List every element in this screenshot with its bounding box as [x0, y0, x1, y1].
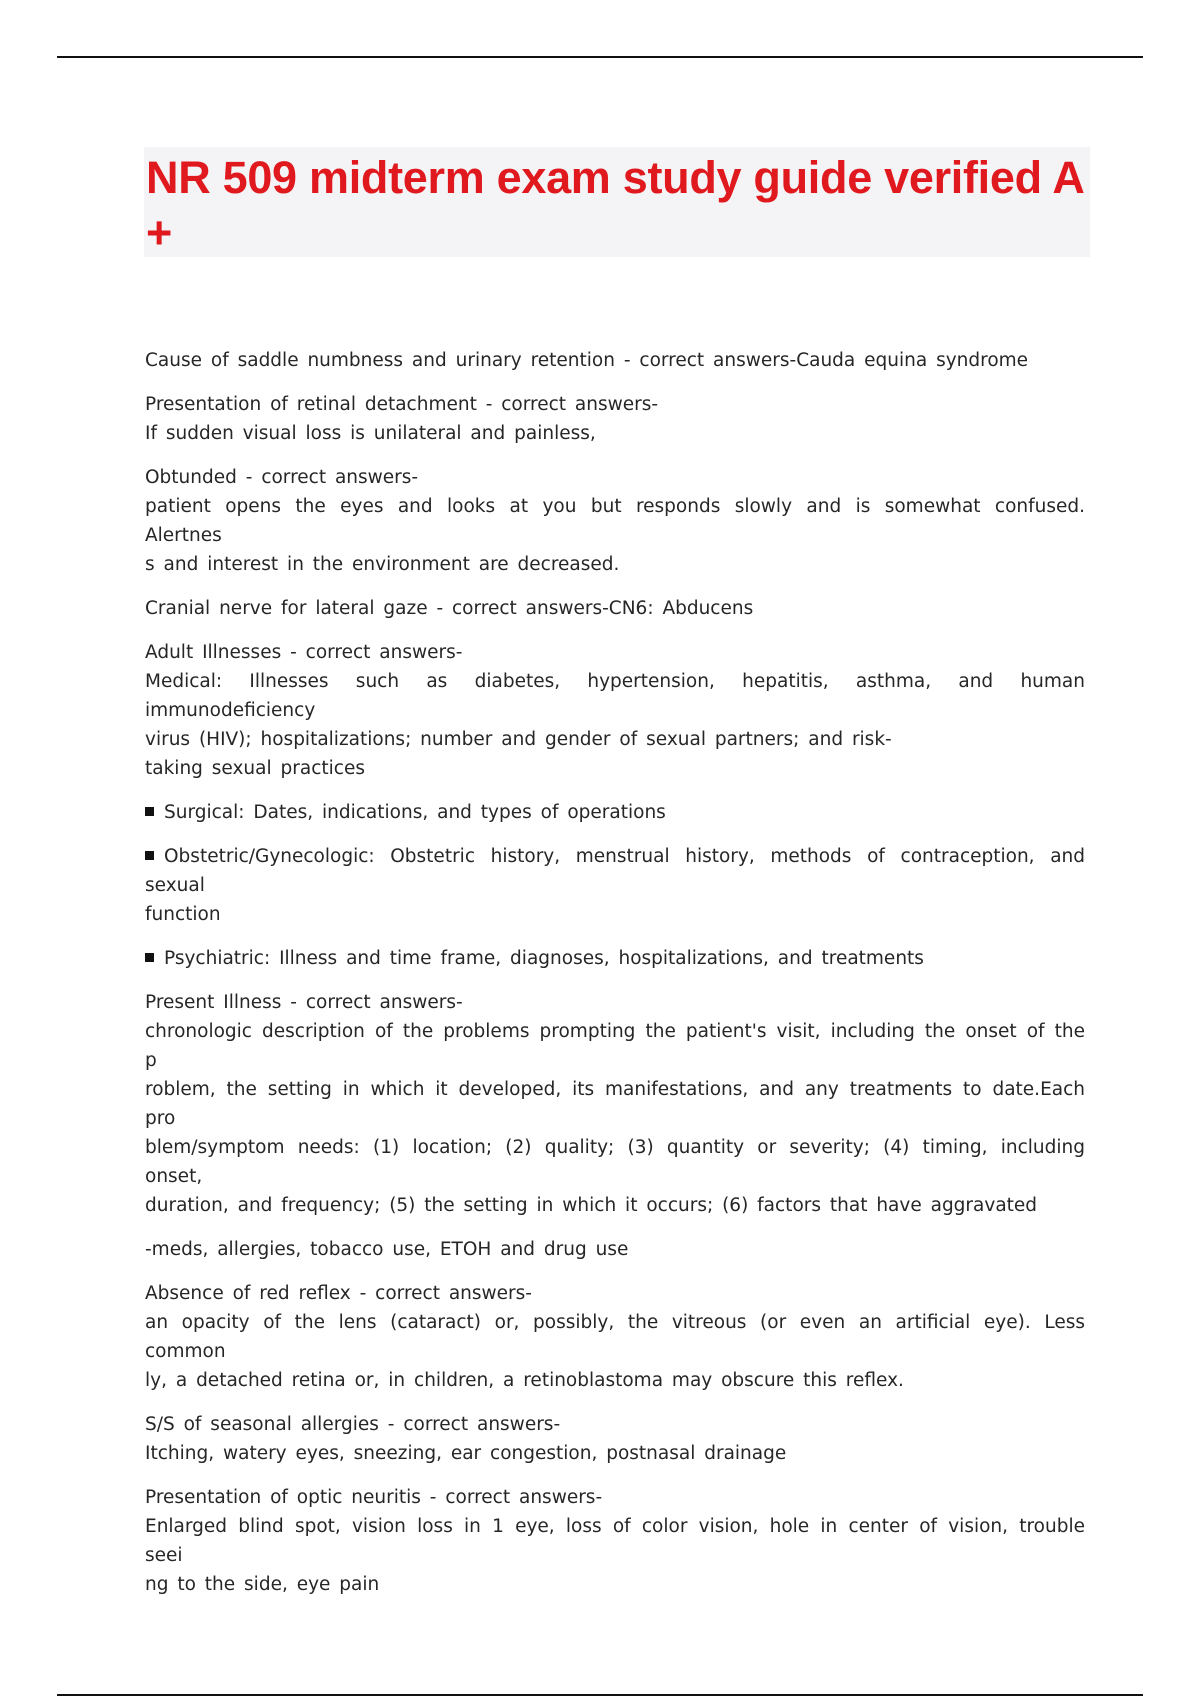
- text-line: duration, and frequency; (5) the setting in which it occurs; (6) factors that have aggravated: [145, 1195, 1038, 1216]
- text-line: If sudden visual loss is unilateral and painless,: [145, 423, 596, 444]
- text-line: Adult Illnesses - correct answers-: [145, 642, 463, 663]
- document-body: [145, 346, 1085, 1614]
- text-line: an opacity of the lens (cataract) or, possibly, the vitreous (or even an artificial eye). Less common: [145, 1312, 1085, 1362]
- text-line: s and interest in the environment are decreased.: [145, 554, 620, 575]
- qa-entry: [145, 1279, 1085, 1395]
- text-line: ly, a detached retina or, in children, a retinoblastoma may obscure this reflex.: [145, 1370, 904, 1391]
- bottom-divider: [57, 1694, 1143, 1696]
- text-line: Enlarged blind spot, vision loss in 1 eye, loss of color vision, hole in center of vision, trouble seei: [145, 1516, 1085, 1566]
- text-line: chronologic description of the problems prompting the patient's visit, including the onset of the p: [145, 1021, 1085, 1071]
- qa-entry: [145, 1235, 1085, 1264]
- text-line: Cranial nerve for lateral gaze - correct answers-CN6: Abducens: [145, 598, 754, 619]
- text-line: -meds, allergies, tobacco use, ETOH and drug use: [145, 1239, 629, 1260]
- text-line: S/S of seasonal allergies - correct answers-: [145, 1414, 561, 1435]
- text-line: function: [145, 904, 221, 925]
- text-line: roblem, the setting in which it developed, its manifestations, and any treatments to date.Each pro: [145, 1079, 1085, 1129]
- text-line: Present Illness - correct answers-: [145, 992, 463, 1013]
- qa-entry: [145, 1410, 1085, 1468]
- text-line: Presentation of retinal detachment - correct answers-: [145, 394, 659, 415]
- qa-entry: [145, 1483, 1085, 1599]
- text-line: Psychiatric: Illness and time frame, diagnoses, hospitalizations, and treatments: [164, 948, 924, 969]
- bullet-item: [145, 842, 1085, 929]
- bullet-item: [145, 798, 1085, 827]
- text-line: patient opens the eyes and looks at you but responds slowly and is somewhat confused. Alertnes: [145, 496, 1085, 546]
- qa-entry: [145, 638, 1085, 783]
- text-line: Obstetric/Gynecologic: Obstetric history, menstrual history, methods of contraception, and sexual: [145, 846, 1085, 896]
- text-line: Medical: Illnesses such as diabetes, hypertension, hepatitis, asthma, and human immunodeficiency: [145, 671, 1085, 721]
- top-divider: [57, 56, 1143, 58]
- text-line: virus (HIV); hospitalizations; number and gender of sexual partners; and risk-: [145, 729, 892, 750]
- square-bullet-icon: [145, 851, 154, 860]
- square-bullet-icon: [145, 807, 154, 816]
- text-line: Itching, watery eyes, sneezing, ear congestion, postnasal drainage: [145, 1443, 787, 1464]
- qa-entry: [145, 594, 1085, 623]
- text-line: taking sexual practices: [145, 758, 365, 779]
- text-line: Surgical: Dates, indications, and types of operations: [164, 802, 666, 823]
- text-line: Obtunded - correct answers-: [145, 467, 419, 488]
- square-bullet-icon: [145, 953, 154, 962]
- text-line: ng to the side, eye pain: [145, 1574, 380, 1595]
- text-line: Absence of red reflex - correct answers-: [145, 1283, 532, 1304]
- text-line: blem/symptom needs: (1) location; (2) quality; (3) quantity or severity; (4) timing, including onset,: [145, 1137, 1085, 1187]
- bullet-item: [145, 944, 1085, 973]
- text-line: Presentation of optic neuritis - correct answers-: [145, 1487, 603, 1508]
- text-line: Cause of saddle numbness and urinary retention - correct answers-Cauda equina syndrome: [145, 350, 1029, 371]
- qa-entry: [145, 390, 1085, 448]
- qa-entry: [145, 988, 1085, 1220]
- qa-entry: [145, 346, 1085, 375]
- title-banner: [144, 147, 1090, 257]
- qa-entry: [145, 463, 1085, 579]
- document-title: NR 509 midterm exam study guide verified A+: [146, 152, 1085, 258]
